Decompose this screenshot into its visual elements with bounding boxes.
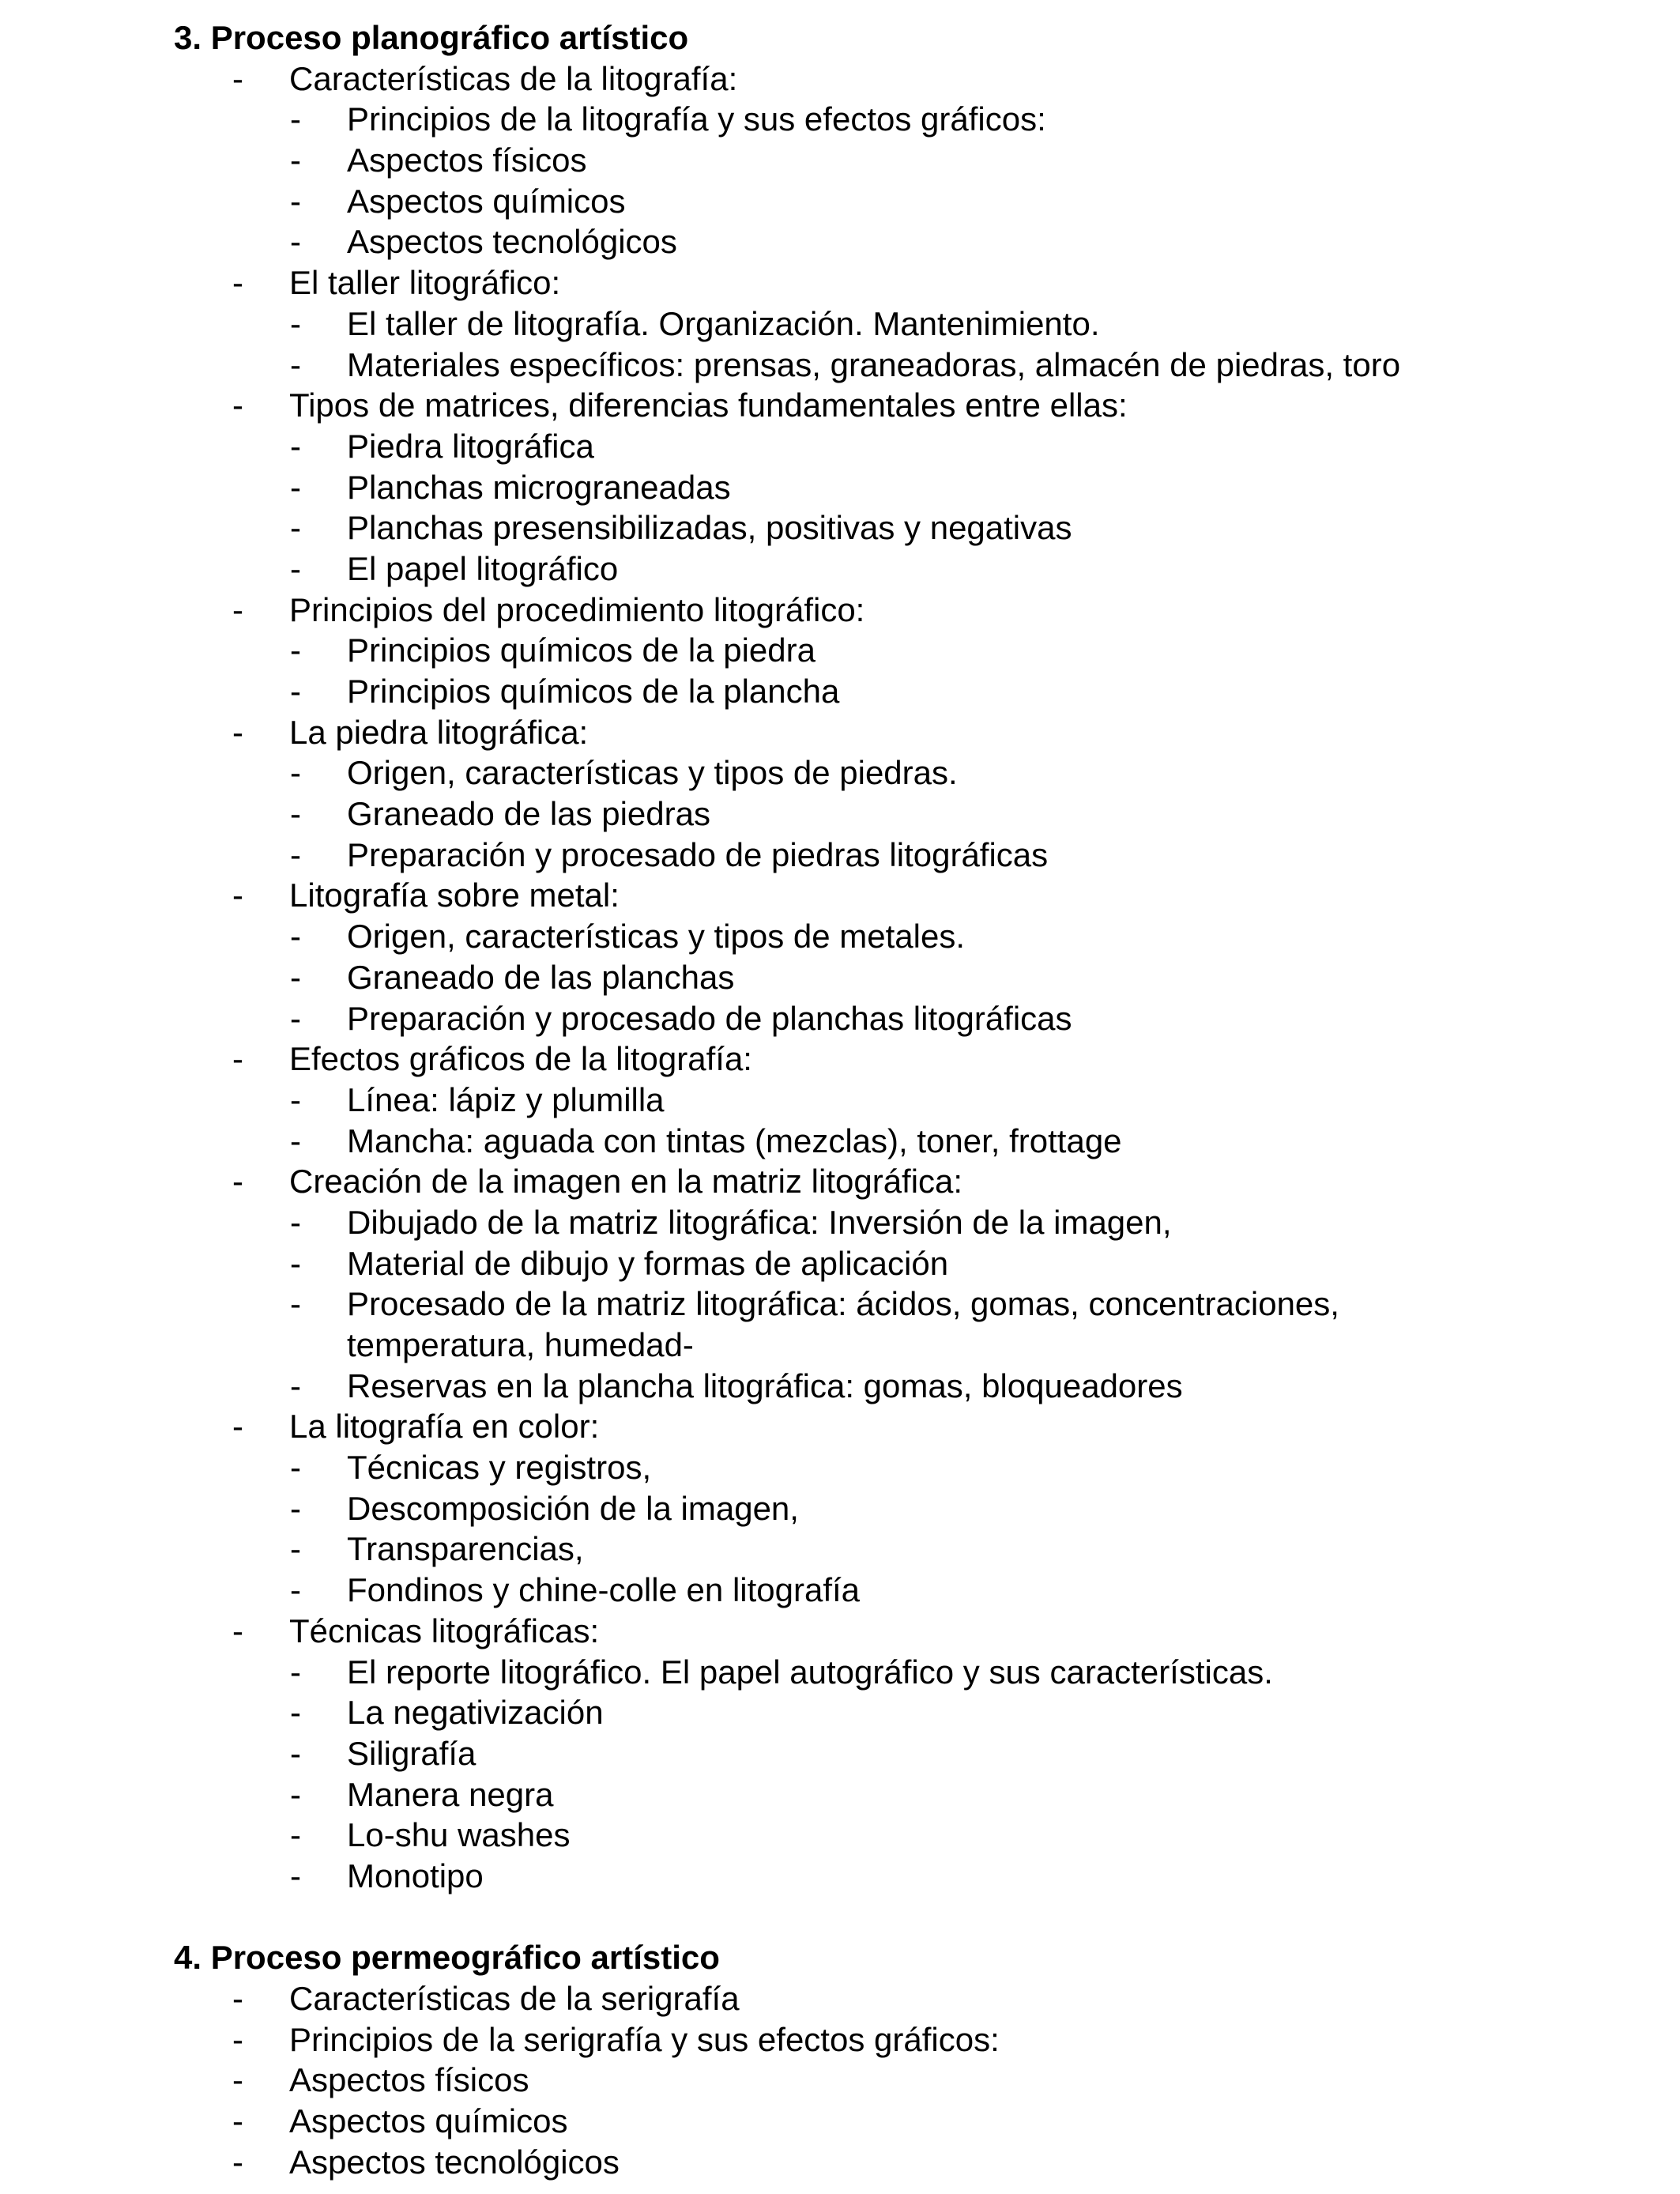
sub-list-item (0, 507, 1680, 548)
sub-list-item (0, 1652, 1680, 1693)
list-item-text: Características de la litografía: (289, 59, 738, 97)
bullet-dash: - (290, 1203, 301, 1241)
list-item-text: Principios del procedimiento litográfico: (289, 590, 865, 628)
sub-list-item (0, 1488, 1680, 1529)
bullet-dash: - (290, 1244, 301, 1282)
sub-list-item-text: Principios de la litografía y sus efectos gráficos: (347, 100, 1046, 138)
bullet-dash: - (290, 1080, 301, 1118)
bullet-dash: - (290, 673, 301, 710)
sub-list-item-text: Principios químicos de la piedra (347, 631, 816, 669)
sub-list-item (0, 998, 1680, 1039)
list-item (0, 2060, 1680, 2101)
bullet-dash: - (232, 1612, 243, 1649)
spacer (0, 1897, 1680, 1938)
bullet-dash: - (290, 1285, 301, 1323)
sub-list-item-text: Origen, características y tipos de metales. (347, 918, 965, 956)
sub-list-item (0, 752, 1680, 794)
list-item-text: Aspectos físicos (289, 2061, 529, 2099)
sub-list-item (0, 916, 1680, 957)
sub-list-item (0, 467, 1680, 508)
sub-list-item-text: Mancha: aguada con tintas (mezclas), toner, frottage (347, 1122, 1122, 1159)
sub-list-item (0, 1121, 1680, 1162)
bullet-dash: - (232, 1040, 243, 1078)
list-item (0, 1978, 1680, 2019)
bullet-dash: - (290, 795, 301, 833)
sub-list-item-text: Lo-shu washes (347, 1816, 571, 1854)
bullet-dash: - (290, 918, 301, 956)
list-item-text: Aspectos tecnológicos (289, 2143, 620, 2181)
continuation-text: temperatura, humedad- (347, 1326, 694, 1363)
sub-list-item-text: Reservas en la plancha litográfica: gomas, bloqueadores (347, 1367, 1183, 1404)
bullet-dash: - (232, 876, 243, 914)
document-page (0, 17, 1680, 2182)
sub-list-item-text: La negativización (347, 1694, 604, 1732)
sub-list-item-text: Material de dibujo y formas de aplicación (347, 1244, 949, 1282)
list-item (0, 1611, 1680, 1652)
sub-list-item-text: Monotipo (347, 1857, 484, 1894)
sub-list-item-text: Dibujado de la matriz litográfica: Inversión de la imagen, (347, 1203, 1172, 1241)
sub-list-item (0, 1570, 1680, 1611)
list-item-text: Principios de la serigrafía y sus efectos gráficos: (289, 2020, 1000, 2058)
bullet-dash: - (232, 590, 243, 628)
sub-list-item (0, 1366, 1680, 1407)
bullet-dash: - (290, 1449, 301, 1487)
bullet-dash: - (290, 1857, 301, 1894)
sub-list-item-text: El taller de litografía. Organización. Mantenimiento. (347, 304, 1100, 342)
section-3-heading: 3. Proceso planográfico artístico (174, 19, 689, 56)
bullet-dash: - (290, 999, 301, 1037)
bullet-dash: - (290, 1122, 301, 1159)
bullet-dash: - (290, 1489, 301, 1527)
sub-list-item (0, 345, 1680, 386)
sub-list-item (0, 1856, 1680, 1897)
sub-list-item-text: Siligrafía (347, 1734, 477, 1772)
bullet-dash: - (290, 549, 301, 587)
sub-list-item-text: Graneado de las piedras (347, 795, 710, 833)
sub-list-item (0, 1733, 1680, 1774)
sub-list-item-text: Origen, características y tipos de piedras. (347, 754, 958, 792)
sub-list-item-text: Preparación y procesado de planchas litográficas (347, 999, 1072, 1037)
list-item-text: La litografía en color: (289, 1408, 600, 1446)
bullet-dash: - (290, 1694, 301, 1732)
sub-list-item (0, 1284, 1680, 1325)
list-item (0, 385, 1680, 426)
sub-list-item-text: Fondinos y chine-colle en litografía (347, 1571, 861, 1609)
bullet-dash: - (232, 264, 243, 302)
sub-list-item (0, 426, 1680, 467)
bullet-dash: - (290, 141, 301, 179)
list-item (0, 1406, 1680, 1447)
list-item (0, 58, 1680, 100)
section-4-heading: 4. Proceso permeográfico artístico (174, 1939, 720, 1977)
bullet-dash: - (290, 1530, 301, 1568)
bullet-dash: - (232, 2143, 243, 2181)
sub-list-item (0, 1202, 1680, 1243)
sub-list-item (0, 548, 1680, 590)
list-item-text: Efectos gráficos de la litografía: (289, 1040, 752, 1078)
bullet-dash: - (232, 386, 243, 424)
sub-list-item (0, 1774, 1680, 1815)
list-item-text: Características de la serigrafía (289, 1980, 740, 2017)
sub-list-item (0, 671, 1680, 712)
list-item-text: Creación de la imagen en la matriz litográfica: (289, 1163, 963, 1201)
sub-list-item (0, 1447, 1680, 1488)
sub-list-item-text: Preparación y procesado de piedras litográficas (347, 835, 1049, 873)
bullet-dash: - (290, 835, 301, 873)
list-item (0, 2142, 1680, 2183)
bullet-dash: - (290, 1816, 301, 1854)
list-item-text: Litografía sobre metal: (289, 876, 620, 914)
list-item (0, 712, 1680, 753)
sub-list-item-text: Descomposición de la imagen, (347, 1489, 799, 1527)
sub-list-item-text: Aspectos tecnológicos (347, 223, 677, 261)
sub-list-item (0, 835, 1680, 876)
sub-list-item-text: Procesado de la matriz litográfica: ácidos, gomas, concentraciones, (347, 1285, 1339, 1323)
sub-list-item-text: El papel litográfico (347, 549, 619, 587)
bullet-dash: - (290, 100, 301, 138)
bullet-dash: - (290, 958, 301, 996)
sub-list-item (0, 99, 1680, 140)
list-item-text: Tipos de matrices, diferencias fundamentales entre ellas: (289, 386, 1128, 424)
bullet-dash: - (290, 1367, 301, 1404)
bullet-dash: - (232, 2061, 243, 2099)
bullet-dash: - (290, 1653, 301, 1691)
bullet-dash: - (290, 509, 301, 547)
list-item-text: El taller litográfico: (289, 264, 561, 302)
bullet-dash: - (290, 468, 301, 506)
sub-list-item (0, 140, 1680, 181)
bullet-dash: - (290, 1571, 301, 1609)
list-item (0, 1161, 1680, 1202)
bullet-dash: - (290, 631, 301, 669)
sub-list-item (0, 181, 1680, 222)
bullet-dash: - (290, 304, 301, 342)
list-item (0, 262, 1680, 303)
sub-list-item-text: Aspectos químicos (347, 182, 626, 220)
sub-list-item-text: Planchas micrograneadas (347, 468, 731, 506)
sub-list-item-text: Técnicas y registros, (347, 1449, 652, 1487)
sub-list-item (0, 1080, 1680, 1121)
sub-list-item (0, 1692, 1680, 1733)
sub-list-item (0, 1243, 1680, 1284)
list-item-text: Técnicas litográficas: (289, 1612, 600, 1649)
sub-list-item-text: Transparencias, (347, 1530, 584, 1568)
list-item (0, 2101, 1680, 2142)
sub-list-item (0, 1815, 1680, 1856)
list-item (0, 1039, 1680, 1080)
bullet-dash: - (232, 59, 243, 97)
sub-list-item-text: Principios químicos de la plancha (347, 673, 840, 710)
sub-list-item (0, 957, 1680, 998)
sub-list-item (0, 221, 1680, 262)
list-item (0, 2019, 1680, 2060)
sub-list-item-text: Graneado de las planchas (347, 958, 735, 996)
bullet-dash: - (232, 713, 243, 751)
sub-list-item-text: Aspectos físicos (347, 141, 587, 179)
sub-list-item-text: Planchas presensibilizadas, positivas y negativas (347, 509, 1072, 547)
sub-list-item (0, 1529, 1680, 1570)
bullet-dash: - (290, 182, 301, 220)
sub-list-item-continuation (0, 1325, 1680, 1366)
list-item-text: Aspectos químicos (289, 2102, 568, 2140)
bullet-dash: - (232, 2102, 243, 2140)
sub-list-item-text: Piedra litográfica (347, 427, 594, 465)
sub-list-item-text: Materiales específicos: prensas, graneadoras, almacén de piedras, toro (347, 345, 1401, 383)
list-item-text: La piedra litográfica: (289, 713, 589, 751)
bullet-dash: - (232, 1980, 243, 2017)
bullet-dash: - (290, 345, 301, 383)
list-item (0, 875, 1680, 916)
sub-list-item (0, 303, 1680, 345)
bullet-dash: - (232, 2020, 243, 2058)
bullet-dash: - (290, 1734, 301, 1772)
sub-list-item-text: Manera negra (347, 1775, 554, 1813)
sub-list-item (0, 794, 1680, 835)
bullet-dash: - (290, 1775, 301, 1813)
sub-list-item-text: El reporte litográfico. El papel autográfico y sus características. (347, 1653, 1273, 1691)
bullet-dash: - (290, 223, 301, 261)
bullet-dash: - (290, 427, 301, 465)
bullet-dash: - (290, 754, 301, 792)
bullet-dash: - (232, 1163, 243, 1201)
bullet-dash: - (232, 1408, 243, 1446)
sub-list-item-text: Línea: lápiz y plumilla (347, 1080, 665, 1118)
list-item (0, 590, 1680, 631)
sub-list-item (0, 630, 1680, 671)
